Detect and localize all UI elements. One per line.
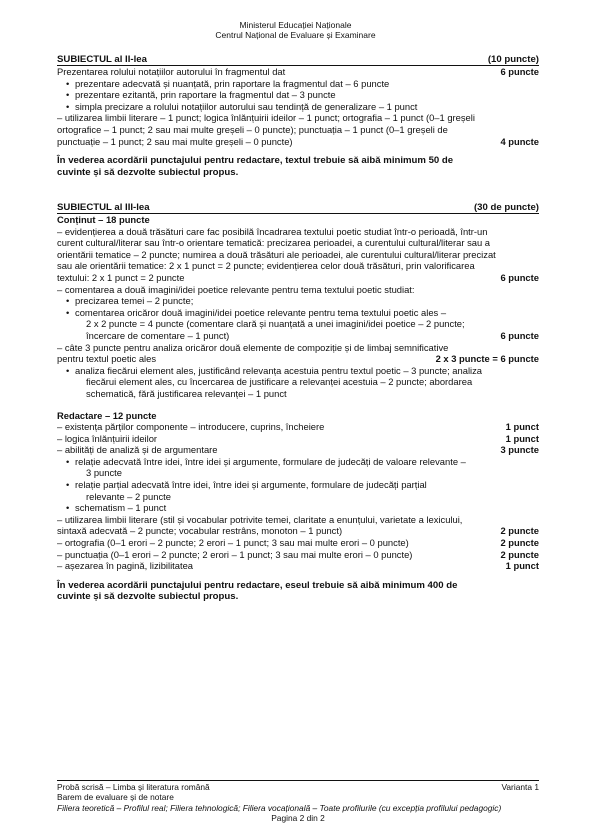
footer-exam: Probă scrisă – Limba și literatura română — [57, 782, 210, 792]
header — [0, 20, 591, 40]
section-3-heading — [57, 202, 539, 214]
redactare-item: – punctuația (0–1 erori – 2 puncte; 2 erori – 1 punct; 3 sau mai multe erori – 0 puncte) 2 puncte — [57, 548, 539, 560]
footer — [57, 782, 539, 824]
redactare-item: – logica înlănțuirii ideilor 1 punct — [57, 432, 539, 444]
content-bullet: • precizarea temei – 2 puncte; — [57, 295, 539, 307]
content-bullet: • analiza fiecărui element ales, justificând relevanța acestuia pentru textul poetic – 3 puncte; analiza — [57, 365, 539, 377]
redactare-item: – abilități de analiză și de argumentare 3 puncte — [57, 444, 539, 456]
content-bullet-cont: 2 x 2 puncte = 4 puncte (comentare clară și nuanțată a unei imagini/idei poetice – 2 puncte; — [86, 318, 465, 330]
redactare-title: Redactare – 12 puncte — [57, 409, 157, 421]
redactare-item: – așezarea în pagină, lizibilitatea 1 punct — [57, 560, 539, 572]
footer-divider — [57, 780, 539, 781]
header-center: Centrul Național de Evaluare și Examinare — [215, 30, 376, 40]
redactare-bullet: • schematism – 1 punct — [57, 502, 539, 514]
footer-barem: Barem de evaluare și de notare — [57, 792, 174, 803]
content-line-last: textului: 2 x 1 punct = 2 puncte 6 puncte — [57, 271, 539, 283]
content-line: – câte 3 puncte pentru analiza oricăror două elemente de compoziție și de limbaj semnificative — [57, 341, 449, 353]
section-3 — [57, 202, 539, 603]
section-2-bullet: • prezentare adecvată și nuanțată, prin raportare la fragmentul dat – 6 puncte — [57, 78, 539, 90]
content-line: sau ale orientării tematice: 2 x 1 punct = 2 puncte; evidențierea celor două trăsături, prin valorificarea — [57, 260, 475, 272]
redactare-item: sintaxă adecvată – 2 puncte; vocabular restrâns, monoton – 1 punct) 2 puncte — [57, 525, 539, 537]
redactare-item: – ortografia (0–1 erori – 2 puncte; 2 erori – 1 punct; 3 sau mai multe erori – 0 puncte) 2 puncte — [57, 537, 539, 549]
content-line: pentru textul poetic ales 2 x 3 puncte = 6 puncte — [57, 353, 539, 365]
redactare-bullet: • relație parțial adecvată între idei, între idei și argumente, formulare de judecăți parțial — [57, 479, 539, 491]
section-2-heading — [57, 54, 539, 66]
section-2-language-line: ortografice – 1 punct; 2 sau mai multe greșeli – 0 puncte); punctuația – 1 punct (0–1 greșeli de — [57, 123, 448, 135]
content-line: – comentarea a două imagini/idei poetice relevante pentru tema textului poetic studiat: — [57, 283, 415, 295]
redactare-bullet-cont: 3 puncte — [86, 467, 122, 479]
footer-profile: Filiera teoretică – Profilul real; Filiera tehnologică; Filiera vocațională – Toate profilurile (cu excepția profilului pedagogic) — [57, 802, 502, 813]
content-title: Conținut – 18 puncte — [57, 214, 150, 225]
section-2-bullet: • prezentare ezitantă, prin raportare la fragmentul dat – 3 puncte — [57, 89, 539, 101]
section-2-points: (10 puncte) — [487, 54, 539, 65]
content-bullet-cont: schematică, fără justificarea relevanței – 1 punct — [86, 387, 287, 399]
section-2-note: În vederea acordării punctajului pentru redactare, textul trebuie să aibă minimum 50 de — [57, 155, 454, 167]
section-2-title: SUBIECTUL al II-lea — [57, 54, 147, 65]
footer-variant: Varianta 1 — [501, 782, 539, 792]
section-3-title: SUBIECTUL al III-lea — [57, 202, 150, 213]
content-bullet-cont: încercare de comentare – 1 punct) 6 puncte — [86, 329, 539, 341]
section-2-intro: Prezentarea rolului notațiilor autorului în fragmentul dat 6 puncte — [57, 66, 539, 77]
section-2 — [57, 54, 539, 178]
footer-top — [57, 782, 539, 792]
section-2-language-last: punctuație – 1 punct; 2 sau mai multe greșeli – 0 puncte) 4 puncte — [57, 135, 539, 147]
redactare-item: – existența părților componente – introducere, cuprins, încheiere 1 punct — [57, 421, 539, 433]
section-2-bullet: • simpla precizare a rolului notațiilor autorului sau tendință de generalizare – 1 punct — [57, 101, 539, 113]
content-bullet-cont: fiecărui element ales, cu încercarea de justificare a relevanței acestuia – 2 puncte; abordarea — [86, 376, 473, 388]
redactare-bullet-cont: relevante – 2 puncte — [86, 490, 171, 502]
section-2-language-line: – utilizarea limbii literare – 1 punct; logica înlănțuirii ideilor – 1 punct; ortografia – 1 punct (0–1 greșeli — [57, 112, 475, 124]
section-3-points: (30 de puncte) — [473, 202, 539, 213]
section-2-note: cuvinte și să dezvolte subiectul propus. — [57, 166, 239, 178]
header-ministry: Ministerul Educației Naționale — [239, 20, 352, 30]
redactare-bullet: • relație adecvată între idei, între idei și argumente, formulare de judecăți de valoare relevante – — [57, 456, 539, 468]
content-line: orientării tematice – 2 puncte; numirea a două trăsături ale perioadei, ale curentului cultural/literar precizat — [57, 248, 496, 260]
section-3-note: În vederea acordării punctajului pentru redactare, eseul trebuie să aibă minimum 400 de — [57, 579, 458, 591]
content-line: curent cultural/literar sau într-o orientare tematică: precizarea perioadei, a curentului cultural/literar sau a — [57, 237, 491, 249]
content-bullet: • comentarea oricăror două imagini/idei poetice relevante pentru tema textului poetic ales – — [57, 307, 539, 319]
footer-page: Pagina 2 din 2 — [271, 813, 325, 824]
content-line: – evidențierea a două trăsături care fac posibilă încadrarea textului poetic studiat într-o perioadă, într-un — [57, 225, 488, 237]
redactare-item: – utilizarea limbii literare (stil și vocabular potrivite temei, claritate a enunțului, varietate a lexicului, — [57, 513, 463, 525]
section-3-note: cuvinte și să dezvolte subiectul propus. — [57, 591, 239, 603]
